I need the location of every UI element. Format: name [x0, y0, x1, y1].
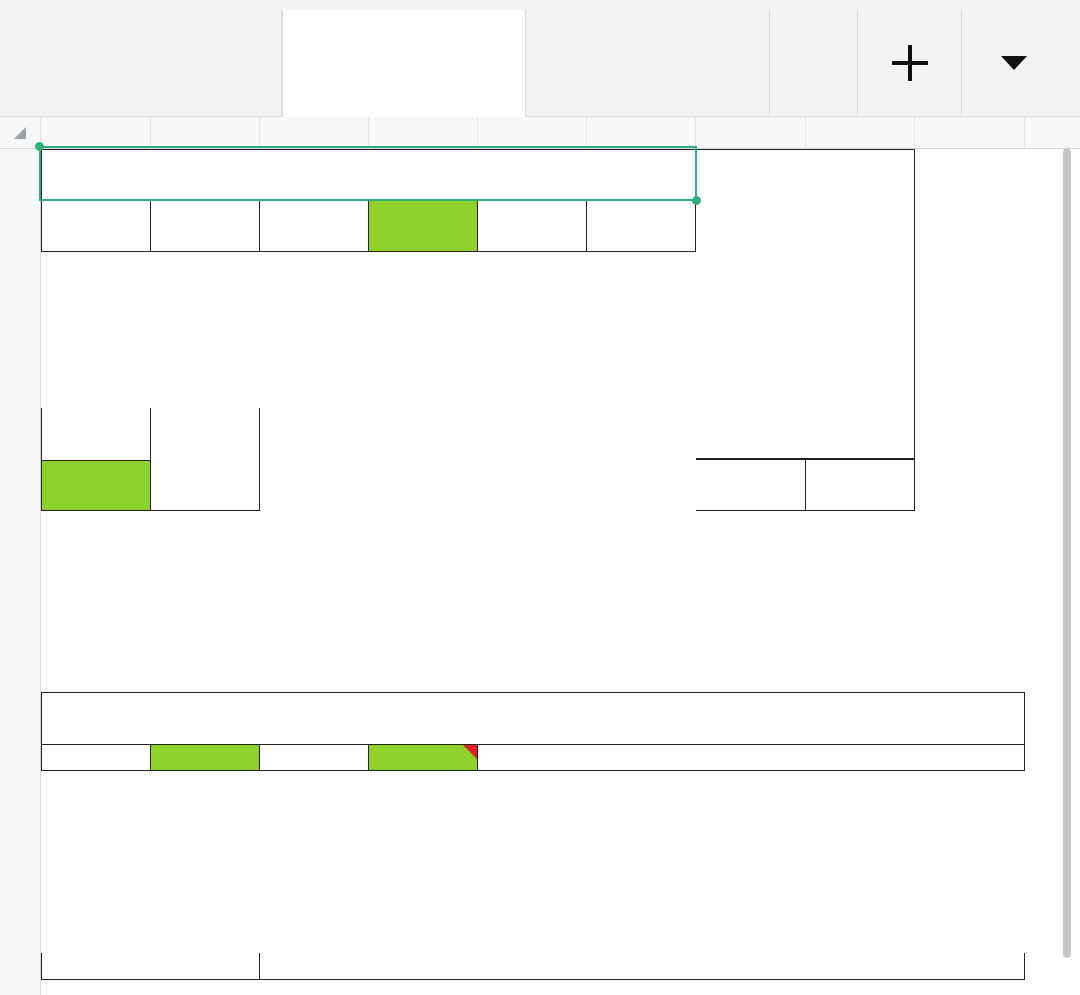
selection-handle[interactable] — [692, 196, 701, 205]
growth-blank-cell[interactable] — [478, 745, 1025, 771]
growth-upgrade-value[interactable] — [369, 745, 478, 771]
growth-total-label[interactable] — [41, 953, 260, 980]
growth-job-label[interactable] — [41, 745, 151, 771]
final-job-label[interactable] — [41, 408, 151, 434]
final-job-arrows[interactable] — [41, 434, 151, 460]
weight-label[interactable] — [696, 459, 806, 511]
skills-label[interactable] — [151, 408, 260, 511]
header-ovo[interactable] — [41, 201, 151, 252]
comment-marker-icon — [463, 745, 477, 759]
growth-title[interactable] — [41, 692, 1025, 745]
header-level[interactable] — [260, 201, 369, 252]
sheet-title[interactable] — [41, 149, 696, 201]
vertical-scrollbar[interactable] — [1063, 148, 1071, 958]
selection-handle[interactable] — [35, 142, 44, 151]
header-reference-manual[interactable] — [369, 201, 478, 252]
weight-value[interactable] — [806, 459, 915, 511]
brand-block[interactable] — [696, 149, 915, 459]
growth-total-value[interactable] — [260, 953, 1025, 980]
header-job[interactable] — [151, 201, 260, 252]
header-six-stats[interactable] — [587, 201, 696, 252]
growth-job-value[interactable] — [151, 745, 260, 771]
final-job-value[interactable] — [41, 460, 151, 511]
header-auto-detect[interactable] — [478, 201, 587, 252]
growth-upgrade-label[interactable] — [260, 745, 369, 771]
